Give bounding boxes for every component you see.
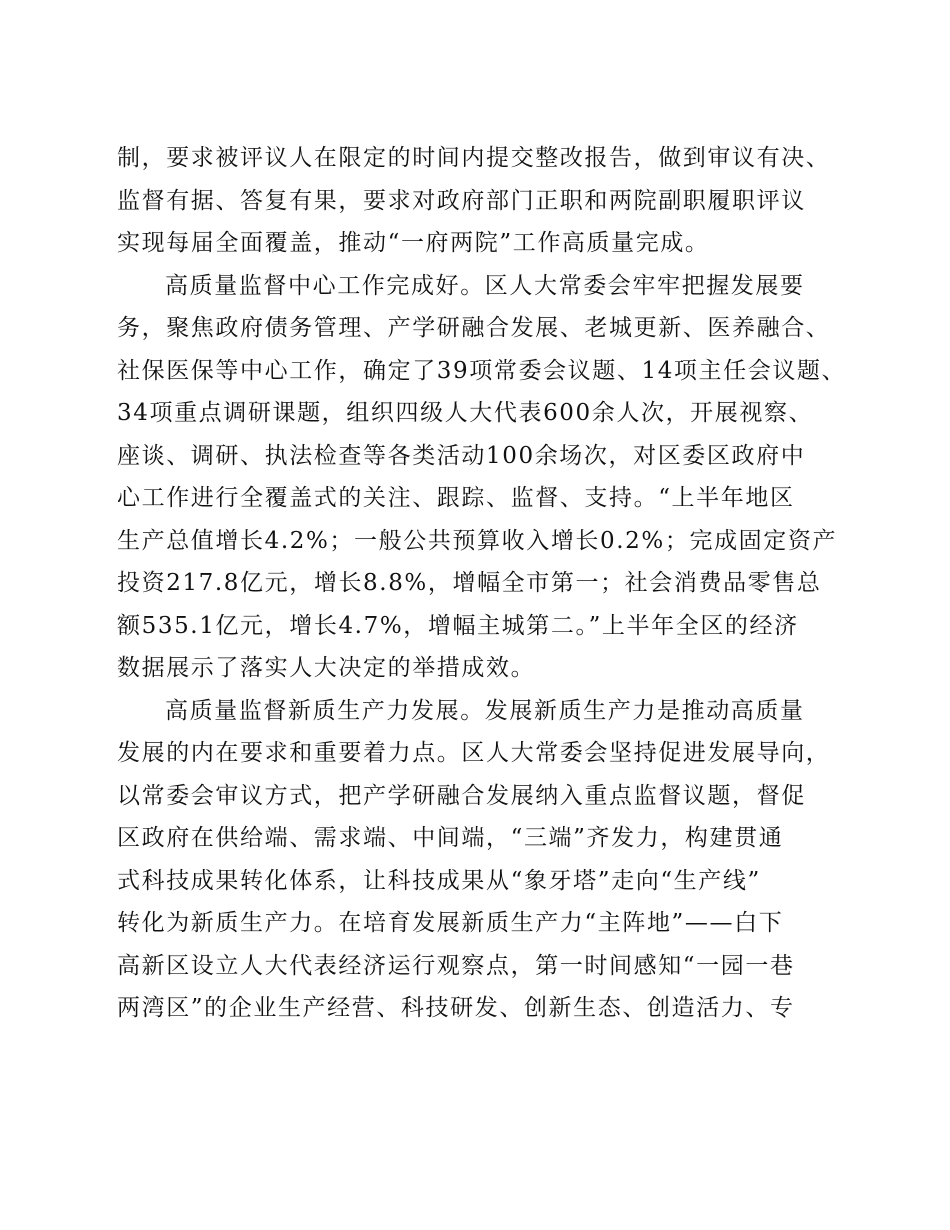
paragraph-3-line-1: 高质量监督新质生产力发展。发展新质生产力是推动高质量: [165, 697, 805, 724]
paragraph-1-line-3: 实现每届全面覆盖，推动“一府两院”工作高质量完成。: [117, 230, 710, 256]
paragraph-1-line-1: 制，要求被评议人在限定的时间内提交整改报告，做到审议有决、: [117, 145, 831, 171]
paragraph-3-line-4: 区政府在供给端、需求端、中间端，“三端”齐发力，构建贯通: [117, 825, 784, 851]
paragraph-1-line-2: 监督有据、答复有果，要求对政府部门正职和两院副职履职评议: [117, 187, 806, 214]
paragraph-2-line-9: 额535.1亿元，增长4.7%，增幅主城第二。”上半年全区的经济: [117, 612, 799, 639]
paragraph-2-line-3: 社保医保等中心工作，确定了39项常委会议题、14项主任会议题、: [117, 357, 847, 384]
paragraph-2-line-2: 务，聚焦政府债务管理、产学研融合发展、老城更新、医养融合、: [117, 315, 831, 341]
paragraph-3-line-7: 高新区设立人大代表经济运行观察点，第一时间感知“一园一巷: [117, 952, 795, 979]
paragraph-2-line-8: 投资217.8亿元，增长8.8%，增幅全市第一；社会消费品零售总: [117, 570, 822, 596]
paragraph-3-line-3: 以常委会审议方式，把产学研融合发展纳入重点监督议题，督促: [117, 782, 806, 809]
paragraph-3-line-8: 两湾区”的企业生产经营、科技研发、创新生态、创造活力、专: [117, 995, 795, 1021]
paragraph-2-line-6: 心工作进行全覆盖式的关注、跟踪、监督、支持。“上半年地区: [117, 485, 795, 511]
paragraph-2-line-1: 高质量监督中心工作完成好。区人大常委会牢牢把握发展要: [165, 272, 805, 299]
paragraph-2-line-5: 座谈、调研、执法检查等各类活动100余场次，对区委区政府中: [117, 442, 806, 469]
body-text: [117, 137, 847, 1030]
paragraph-2-line-10: 数据展示了落实人大决定的举措成效。: [117, 655, 536, 681]
paragraph-2-line-7: 生产总值增长4.2%；一般公共预算收入增长0.2%；完成固定资产: [117, 527, 838, 554]
paragraph-2-line-4: 34项重点调研课题，组织四级人大代表600余人次，开展视察、: [117, 400, 814, 426]
paragraph-3-line-2: 发展的内在要求和重要着力点。区人大常委会坚持促进发展导向，: [117, 740, 831, 766]
paragraph-3-line-6: 转化为新质生产力。在培育发展新质生产力“主阵地”——白下: [117, 910, 784, 936]
paragraph-3-line-5: 式科技成果转化体系，让科技成果从“象牙塔”走向“生产线”: [117, 867, 761, 894]
